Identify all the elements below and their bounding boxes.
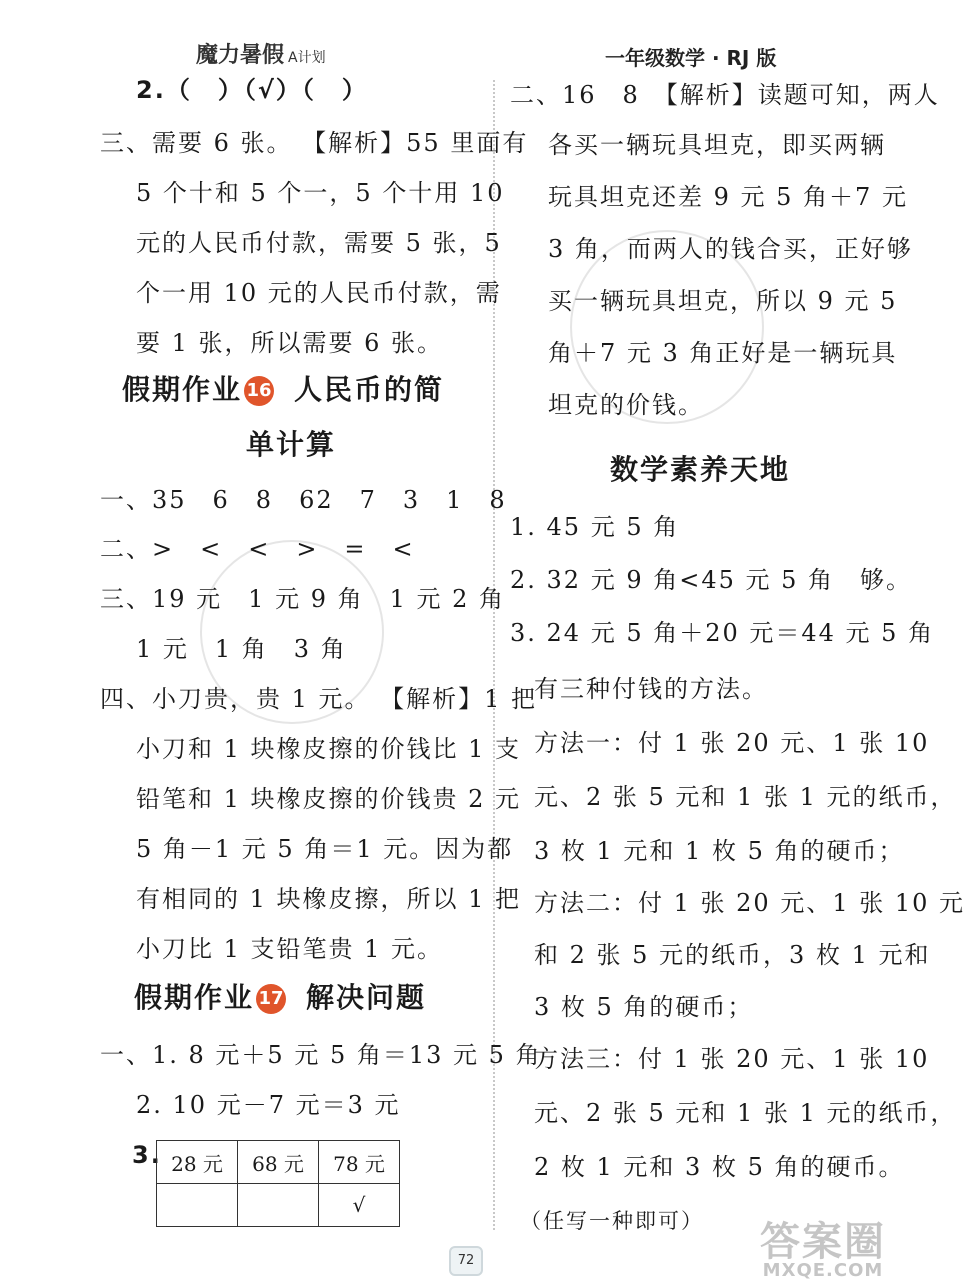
subject-label: 一年级数学 · RJ 版 <box>605 46 777 70</box>
heading-title: 人民币的简 <box>294 373 445 406</box>
answer-table <box>156 1140 400 1227</box>
answer-line: 元、2 张 5 元和 1 张 1 元的纸币， <box>534 1099 957 1127</box>
table-cell: √ <box>319 1184 400 1227</box>
answer-line: 3. 24 元 5 角＋20 元＝44 元 5 角 <box>510 619 935 647</box>
watermark-text: 答案圈 <box>760 1219 886 1265</box>
section-heading-literacy: 数学素养天地 <box>610 453 791 486</box>
answer-line: 方法二：付 1 张 20 元、1 张 10 元 <box>534 889 965 917</box>
answer-line: 有相同的 1 块橡皮擦，所以 1 把 <box>136 885 522 913</box>
answer-line: 四、小刀贵，贵 1 元。 【解析】1 把 <box>100 685 538 713</box>
answer-line: 3 枚 5 角的硬币； <box>534 993 754 1021</box>
answer-line: 二、16 8 【解析】读题可知，两人 <box>510 81 940 109</box>
answer-line: 坦克的价钱。 <box>548 391 704 419</box>
answer-line: 和 2 张 5 元的纸币，3 枚 1 元和 <box>534 941 931 969</box>
page-number: 72 <box>449 1246 483 1276</box>
table-cell: 68 元 <box>238 1141 319 1184</box>
answer-line: 元、2 张 5 元和 1 张 1 元的纸币， <box>534 783 957 811</box>
table-cell: 78 元 <box>319 1141 400 1184</box>
answer-note: （任写一种即可） <box>520 1209 704 1233</box>
answer-line: 5 角－1 元 5 角＝1 元。因为都 <box>136 835 514 863</box>
answer-line: 铅笔和 1 块橡皮擦的价钱贵 2 元 <box>136 785 522 813</box>
answer-line: 1 元 1 角 3 角 <box>136 635 347 663</box>
heading-title-continued: 单计算 <box>246 428 337 461</box>
answer-line: 二、> < < > = < <box>100 535 415 563</box>
answer-line: 元的人民币付款，需要 5 张，5 <box>136 229 502 257</box>
table-row <box>157 1184 400 1227</box>
watermark-logo <box>760 1219 886 1281</box>
answer-line: 3 枚 1 元和 1 枚 5 角的硬币； <box>534 837 905 865</box>
answer-line: 买一辆玩具坦克，所以 9 元 5 <box>548 287 898 315</box>
book-title <box>196 38 326 69</box>
answer-line: 5 个十和 5 个一，5 个十用 10 <box>136 179 505 207</box>
table-cell <box>238 1184 319 1227</box>
answer-line: 一、35 6 8 62 7 3 1 8 <box>100 486 507 514</box>
table-cell: 28 元 <box>157 1141 238 1184</box>
answer-line: 方法一：付 1 张 20 元、1 张 10 <box>534 729 930 757</box>
answer-line: 玩具坦克还差 9 元 5 角＋7 元 <box>548 183 908 211</box>
answer-line: 一、1. 8 元＋5 元 5 角＝13 元 5 角 <box>100 1041 542 1069</box>
heading-prefix: 假期作业 <box>134 981 255 1014</box>
answer-line: 三、19 元 1 元 9 角 1 元 2 角 <box>100 585 506 613</box>
heading-prefix: 假期作业 <box>122 373 243 406</box>
heading-title: 解决问题 <box>306 981 427 1014</box>
answer-line: 方法三：付 1 张 20 元、1 张 10 <box>534 1045 930 1073</box>
answer-line: 2.（ ）（√）（ ） <box>136 76 368 104</box>
number-badge-icon: 16 <box>244 376 274 406</box>
plan-label: A计划 <box>288 50 326 66</box>
answer-line: 2 枚 1 元和 3 枚 5 角的硬币。 <box>534 1153 905 1181</box>
answer-line: 要 1 张，所以需要 6 张。 <box>136 329 444 357</box>
answer-line: 2. 10 元－7 元＝3 元 <box>136 1091 401 1119</box>
watermark-url: MXQE.COM <box>762 1260 884 1281</box>
answer-label: 3. <box>132 1141 162 1169</box>
answer-line: 2. 32 元 9 角<45 元 5 角 够。 <box>510 566 913 594</box>
answer-line: 各买一辆玩具坦克，即买两辆 <box>548 131 886 159</box>
answer-line: 小刀和 1 块橡皮擦的价钱比 1 支 <box>136 735 522 763</box>
table-row <box>157 1141 400 1184</box>
section-heading-17 <box>134 980 426 1016</box>
number-badge-icon: 17 <box>256 984 286 1014</box>
answer-line: 三、需要 6 张。 【解析】55 里面有 <box>100 129 529 157</box>
brand-name: 魔力暑假 <box>196 43 285 68</box>
answer-line: 3 角，而两人的钱合买，正好够 <box>548 235 913 263</box>
answer-line: 小刀比 1 支铅笔贵 1 元。 <box>136 935 444 963</box>
answer-line: 角＋7 元 3 角正好是一辆玩具 <box>548 339 898 367</box>
answer-line: 有三种付钱的方法。 <box>534 675 768 703</box>
answer-line: 1. 45 元 5 角 <box>510 513 680 541</box>
section-heading-16 <box>122 372 444 408</box>
answer-line: 个一用 10 元的人民币付款，需 <box>136 279 502 307</box>
table-cell <box>157 1184 238 1227</box>
